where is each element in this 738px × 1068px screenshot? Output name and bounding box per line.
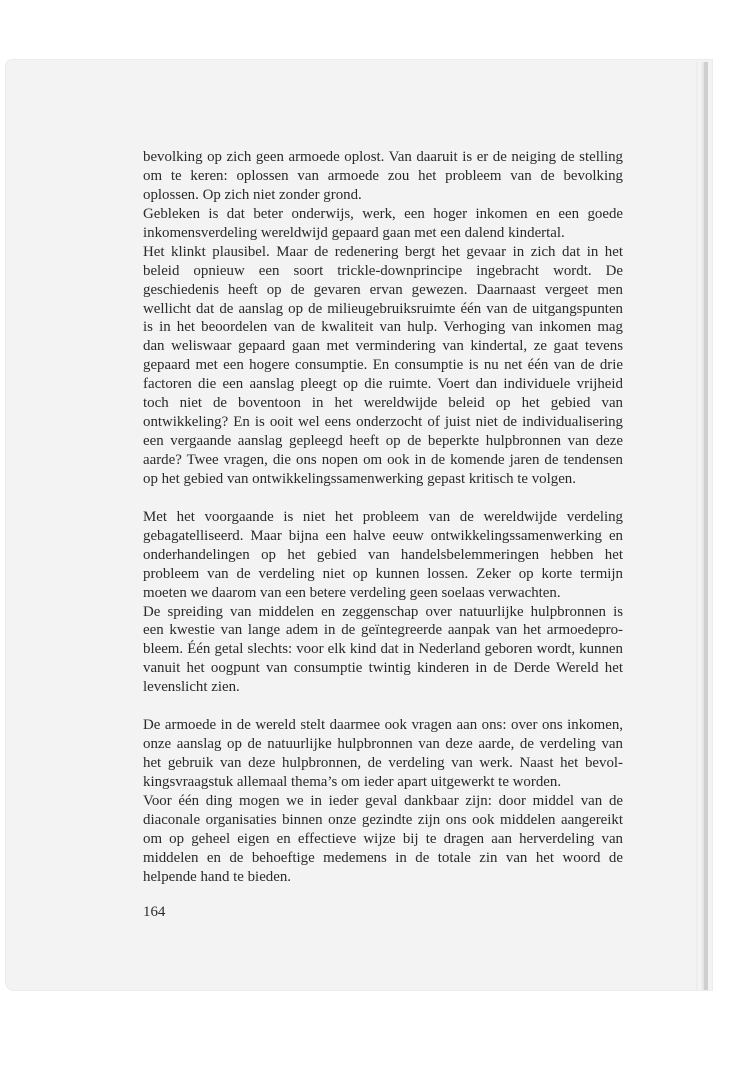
paragraph <box>143 508 623 603</box>
paragraph-gap <box>143 489 623 508</box>
text-line: een vergaande aanslag gepleegd heeft op de beperkte hulpbronnen van deze <box>143 433 623 450</box>
paragraph <box>143 205 623 243</box>
text-line: kingsvraagstuk allemaal thema’s om ieder apart uitgewerkt te worden. <box>143 773 562 790</box>
text-line: een kwestie van lange adem in de geïntegreerde aanpak van het armoedepro- <box>143 622 623 639</box>
text-line: De spreiding van middelen en zeggenschap over natuurlijke hulpbronnen is <box>143 603 623 620</box>
text-line: bleem. Één getal slechts: voor elk kind dat in Nederland geboren wordt, kunnen <box>143 641 623 658</box>
text-line: onderhandelingen op het gebied van handelsbelemmeringen hebben het <box>143 546 623 563</box>
text-line: Gebleken is dat beter onderwijs, werk, een hoger inkomen en een goede <box>143 205 623 222</box>
page-number: 164 <box>143 904 166 920</box>
text-line: gepaard met een hogere consumptie. En consumptie is nu net één van de drie <box>143 357 623 374</box>
text-line: ontwikkeling? En is ooit wel eens onderzocht of juist niet de individualisering <box>143 414 623 431</box>
text-line: om op geheel eigen en effectieve wijze bij te dragen aan herverdeling van <box>143 830 623 847</box>
text-line: diaconale organisaties binnen onze gezindte zijn ons ook middelen aangereikt <box>143 811 623 828</box>
text-line: wellicht dat de aanslag op de milieugebruiksruimte één van de uitgangspunten <box>143 300 623 317</box>
text-line: levenslicht zien. <box>143 679 240 696</box>
text-line: vanuit het oogpunt van consumptie twintig kinderen in de Derde Wereld het <box>143 660 623 677</box>
text-line: om te keren: oplossen van armoede zou het probleem van de bevolking <box>143 167 623 184</box>
paragraph <box>143 792 623 887</box>
text-line: gebagatelliseerd. Maar bijna een halve eeuw ontwikkelingssamenwerking en <box>143 527 623 544</box>
text-line: moeten we daarom van een betere verdeling geen soelaas verwachten. <box>143 584 561 601</box>
text-line: beleid opnieuw een soort trickle-downprincipe ingebracht wordt. De <box>143 262 623 279</box>
text-line: het gebruik van deze hulpbronnen, de verdeling van werk. Naast het bevol- <box>143 755 623 771</box>
text-line: Met het voorgaande is niet het probleem van de wereldwijde verdeling <box>143 508 623 525</box>
paragraph <box>143 148 623 205</box>
text-line: aarde? Twee vragen, die ons nopen om ook in de komende jaren de tendensen <box>143 452 623 468</box>
paragraph-gap <box>143 697 623 716</box>
text-line: helpende hand te bieden. <box>143 868 292 885</box>
text-line: geschiedenis heeft op de gevaren ervan gewezen. Daarnaast vergeet men <box>143 281 623 298</box>
text-line: dan weliswaar gepaard gaan met vermindering van kindertal, ze gaat tevens <box>143 338 623 355</box>
text-line: Voor één ding mogen we in ieder geval dankbaar zijn: door middel van de <box>143 792 623 809</box>
text-line: toch niet de boventoon in het wereldwijde beleid op het gebied van <box>143 395 623 412</box>
text-line: oplossen. Op zich niet zonder grond. <box>143 186 362 203</box>
paragraph <box>143 603 623 698</box>
text-line: probleem van de verdeling niet op kunnen lossen. Zeker op korte termijn <box>143 565 623 582</box>
text-line: Het klinkt plausibel. Maar de redenering bergt het gevaar in zich dat in het <box>143 243 623 260</box>
text-line: op het gebied van ontwikkelingssamenwerking gepast kritisch te volgen. <box>143 470 576 487</box>
paragraph <box>143 243 623 489</box>
text-line: bevolking op zich geen armoede oplost. Van daaruit is er de neiging de stelling <box>143 149 623 165</box>
text-line: middelen en de behoeftige medemens in de totale zin van het woord de <box>143 849 623 866</box>
text-line: De armoede in de wereld stelt daarmee ook vragen aan ons: over ons inkomen, <box>143 717 623 734</box>
paragraph <box>143 716 623 792</box>
text-line: inkomensverdeling wereldwijd gepaard gaan met een dalend kindertal. <box>143 224 565 241</box>
text-line: is in het beoordelen van de kwaliteit van hulp. Verhoging van inkomen mag <box>143 319 623 336</box>
text-line: factoren die een aanslag pleegt op die ruimte. Voert dan individuele vrijheid <box>143 376 623 393</box>
text-line: onze aanslag op de natuurlijke hulpbronnen van deze aarde, de verdeling van <box>143 736 623 753</box>
page-edge-shadow <box>704 62 708 990</box>
body-text <box>143 148 623 887</box>
